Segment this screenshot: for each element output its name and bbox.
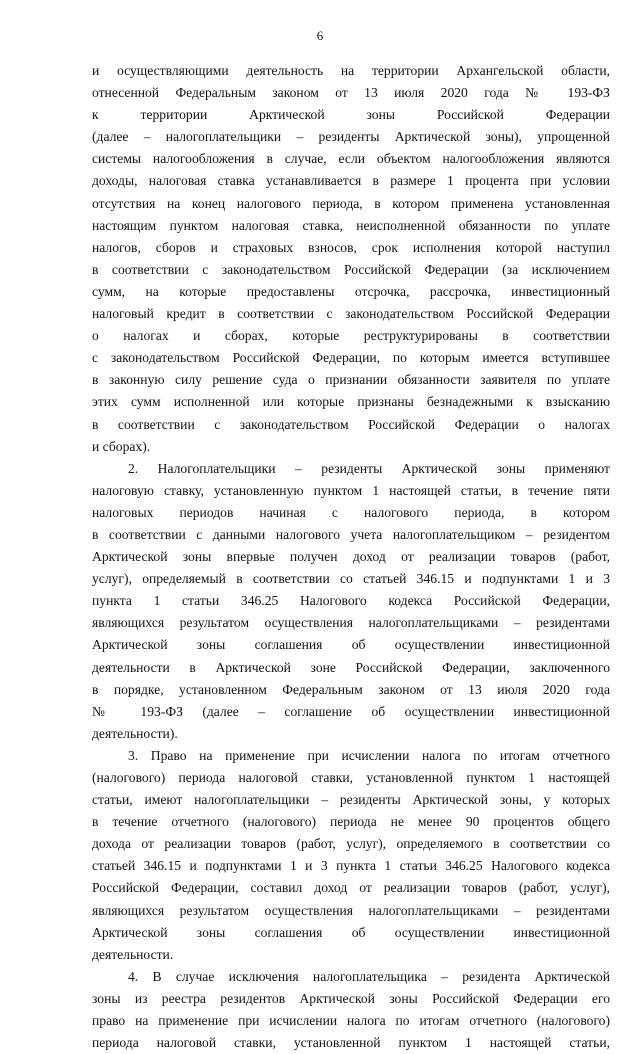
text-line: статьей 346.15 и подпунктами 1 и 3 пункта 1 статьи 346.25 Налогового кодекса <box>92 858 610 874</box>
text-line: (далее – налогоплательщики – резиденты Арктической зоны), упрощенной <box>92 129 610 145</box>
text-line: Российской Федерации, составил доход от реализации товаров (работ, услуг), <box>92 880 610 896</box>
text-line: Арктической зоны соглашения об осуществлении инвестиционной <box>92 924 610 940</box>
text-line: Арктической зоны соглашения об осуществлении инвестиционной <box>92 637 610 653</box>
text-line: к территории Арктической зоны Российской Федерации <box>92 107 610 123</box>
text-line: и сборах). <box>92 438 151 454</box>
text-line: в соответствии с законодательством Российской Федерации (за исключением <box>92 261 610 277</box>
text-line: дохода от реализации товаров (работ, услуг), определяемого в соответствии со <box>92 836 610 852</box>
text-line: в течение отчетного (налогового) периода не менее 90 процентов общего <box>92 814 610 830</box>
text-line: сумм, на которые предоставлены отсрочка, рассрочка, инвестиционный <box>92 283 610 299</box>
text-line: и осуществляющими деятельность на территории Архангельской области, <box>92 63 610 78</box>
text-line: 2. Налогоплательщики – резиденты Арктической зоны применяют <box>128 460 610 476</box>
text-line: право на применение при исчислении налога по итогам отчетного (налогового) <box>92 1013 610 1029</box>
text-line: налоговую ставку, установленную пунктом 1 настоящей статьи, в течение пяти <box>92 482 610 498</box>
text-line: налоговых периодов начиная с налогового периода, в котором <box>92 504 610 520</box>
text-line: деятельности. <box>92 946 174 962</box>
text-line: налоговый кредит в соответствии с законодательством Российской Федерации <box>92 306 610 322</box>
text-line: настоящим пунктом налоговая ставка, неисполненной обязанности по уплате <box>92 217 610 233</box>
text-line: в порядке, установленном Федеральным законом от 13 июля 2020 года <box>92 681 610 697</box>
text-line: деятельности). <box>92 725 178 741</box>
page-number: 6 <box>316 28 324 43</box>
text-line: являющихся результатом осуществления налогоплательщиками – резидентами <box>92 615 610 631</box>
text-line: налогов, сборов и страховых взносов, срок исполнения которой наступил <box>92 239 610 255</box>
text-line: являющихся результатом осуществления налогоплательщиками – резидентами <box>92 902 610 918</box>
text-line: 4. В случае исключения налогоплательщика – резидента Арктической <box>128 968 610 984</box>
text-line: (налогового) периода налоговой ставки, установленной пунктом 1 настоящей <box>92 770 610 785</box>
text-line: Арктической зоны впервые получен доход от реализации товаров (работ, <box>92 549 610 565</box>
text-line: в законную силу решение суда о признании обязанности заявителя по уплате <box>92 372 610 388</box>
text-line: зоны из реестра резидентов Арктической зоны Российской Федерации его <box>92 990 610 1006</box>
text-line: № 193-ФЗ (далее – соглашение об осуществлении инвестиционной <box>92 703 610 719</box>
text-line: системы налогообложения в случае, если объектом налогообложения являются <box>92 151 610 167</box>
text-line: доходы, налоговая ставка устанавливается в размере 1 процента при условии <box>92 173 610 189</box>
text-line: периода налоговой ставки, установленной пунктом 1 настоящей статьи, <box>92 1035 610 1051</box>
text-line: о налогах и сборах, которые реструктурированы в соответствии <box>92 328 610 344</box>
text-line: отнесенной Федеральным законом от 13 июля 2020 года № 193-ФЗ <box>92 85 610 101</box>
text-line: в соответствии с данными налогового учета налогоплательщиком – резидентом <box>92 526 610 542</box>
text-line: статьи, имеют налогоплательщики – резиденты Арктической зоны, у которых <box>92 792 610 808</box>
text-line: деятельности в Арктической зоне Российской Федерации, заключенного <box>92 659 610 675</box>
text-line: с законодательством Российской Федерации, по которым имеется вступившее <box>92 350 610 366</box>
text-line: пункта 1 статьи 346.25 Налогового кодекса Российской Федерации, <box>92 593 610 609</box>
text-line: в соответствии с законодательством Российской Федерации о налогах <box>92 416 610 432</box>
text-line: 3. Право на применение при исчислении налога по итогам отчетного <box>128 747 610 763</box>
text-line: этих сумм исполненной или которые признаны безнадежными к взысканию <box>92 394 610 410</box>
text-line: отсутствия на конец налогового периода, в котором применена установленная <box>92 195 610 211</box>
text-line: услуг), определяемый в соответствии со статьей 346.15 и подпунктами 1 и 3 <box>92 571 610 587</box>
